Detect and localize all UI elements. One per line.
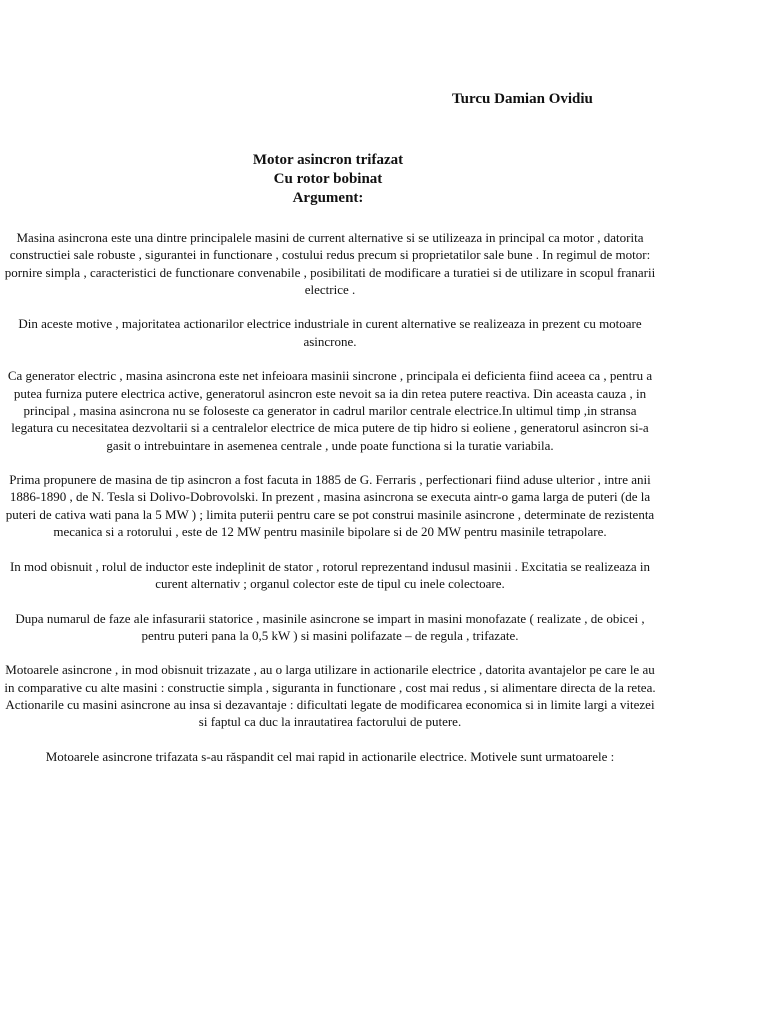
paragraph: Motoarele asincrone trifazata s-au răspandit cel mai rapid in actionarile electrice. Motivele sunt urmatoarele :	[45, 748, 615, 764]
paragraph: Masina asincrona este una dintre principalele masini de current alternative si se utilizeaza in principal ca motor , datorita constructiei sale robuste , sigurantei in functionare , costului redus precum si proprietatilor sale bune . In regimul de motor: pornire simpla , caracteristici de functionare convenabile , posibilitati de modificare a turatiei si de utilizare in scopul franarii electrice .	[4, 230, 656, 297]
document-body	[4, 229, 656, 783]
title-line-argument: Argument:	[292, 190, 364, 206]
paragraph: Motoarele asincrone , in mod obisnuit trizazate , au o larga utilizare in actionarile electrice , datorita avantajelor pe care le au in comparative cu alte masini : constructie simpla , siguranta in functionare , cost mai redus , si alimentare directa de la retea. Actionarile cu masini asincrone au insa si dezavantaje : dificultati legate de modificarea economica si in limite largi a vitezei si faptul ca duc la inrautatirea factorului de putere.	[4, 662, 656, 730]
paragraph: Dupa numarul de faze ale infasurarii statorice , masinile asincrone se impart in masini monofazate ( realizate , de obicei , pentru puteri pana la 0,5 kW ) si masini polifazate – de regula , trifazate.	[15, 610, 645, 643]
paragraph: Ca generator electric , masina asincrona este net infeioara masinii sincrone , principala ei deficienta fiind aceea ca , pentru a putea furniza putere electrica active, generatorul asincron este nevoit sa ia din retea putere reactiva. Din aceasta cauza , in principal , masina asincrona nu se foloseste ca generator in cadrul marilor centrale electrice.In ultimul timp ,in stransa legatura cu necesitatea dezvoltarii si a centralelor electrice de mica putere de tip hidro si eoliene , generatorul asincron si-a gasit o intrebuintare in asemenea centrale , unde poate functiona si la turatie variabila.	[7, 368, 653, 453]
paragraph: In mod obisnuit , rolul de inductor este indeplinit de stator , rotorul reprezentand indusul masinii . Excitatia se realizeaza in curent alternativ ; organul colector este de tipul cu inele colectoare.	[9, 558, 651, 591]
title-block	[0, 151, 656, 208]
paragraph: Din aceste motive , majoritatea actionarilor electrice industriale in curent alternative se realizeaza in prezent cu motoare asincrone.	[18, 316, 642, 349]
title-line-main: Motor asincron trifazat	[252, 152, 404, 168]
author-name: Turcu Damian Ovidiu	[452, 91, 593, 107]
title-line-subtitle: Cu rotor bobinat	[273, 171, 383, 187]
paragraph: Prima propunere de masina de tip asincron a fost facuta in 1885 de G. Ferraris , perfectionari fiind aduse ulterior , intre anii 1886-1890 , de N. Tesla si Dolivo-Dobrovolski. In prezent , masina asincrona se executa aintr-o gama larga de puteri (de la puteri de cativa wati pana la 5 MW ) ; limita puterii pentru care se pot construi masinile asincrone , determinate de rezistenta mecanica si a rotorului , este de 12 MW pentru masinile bipolare si de 20 MW pentru masinile tetrapolare.	[5, 472, 655, 540]
